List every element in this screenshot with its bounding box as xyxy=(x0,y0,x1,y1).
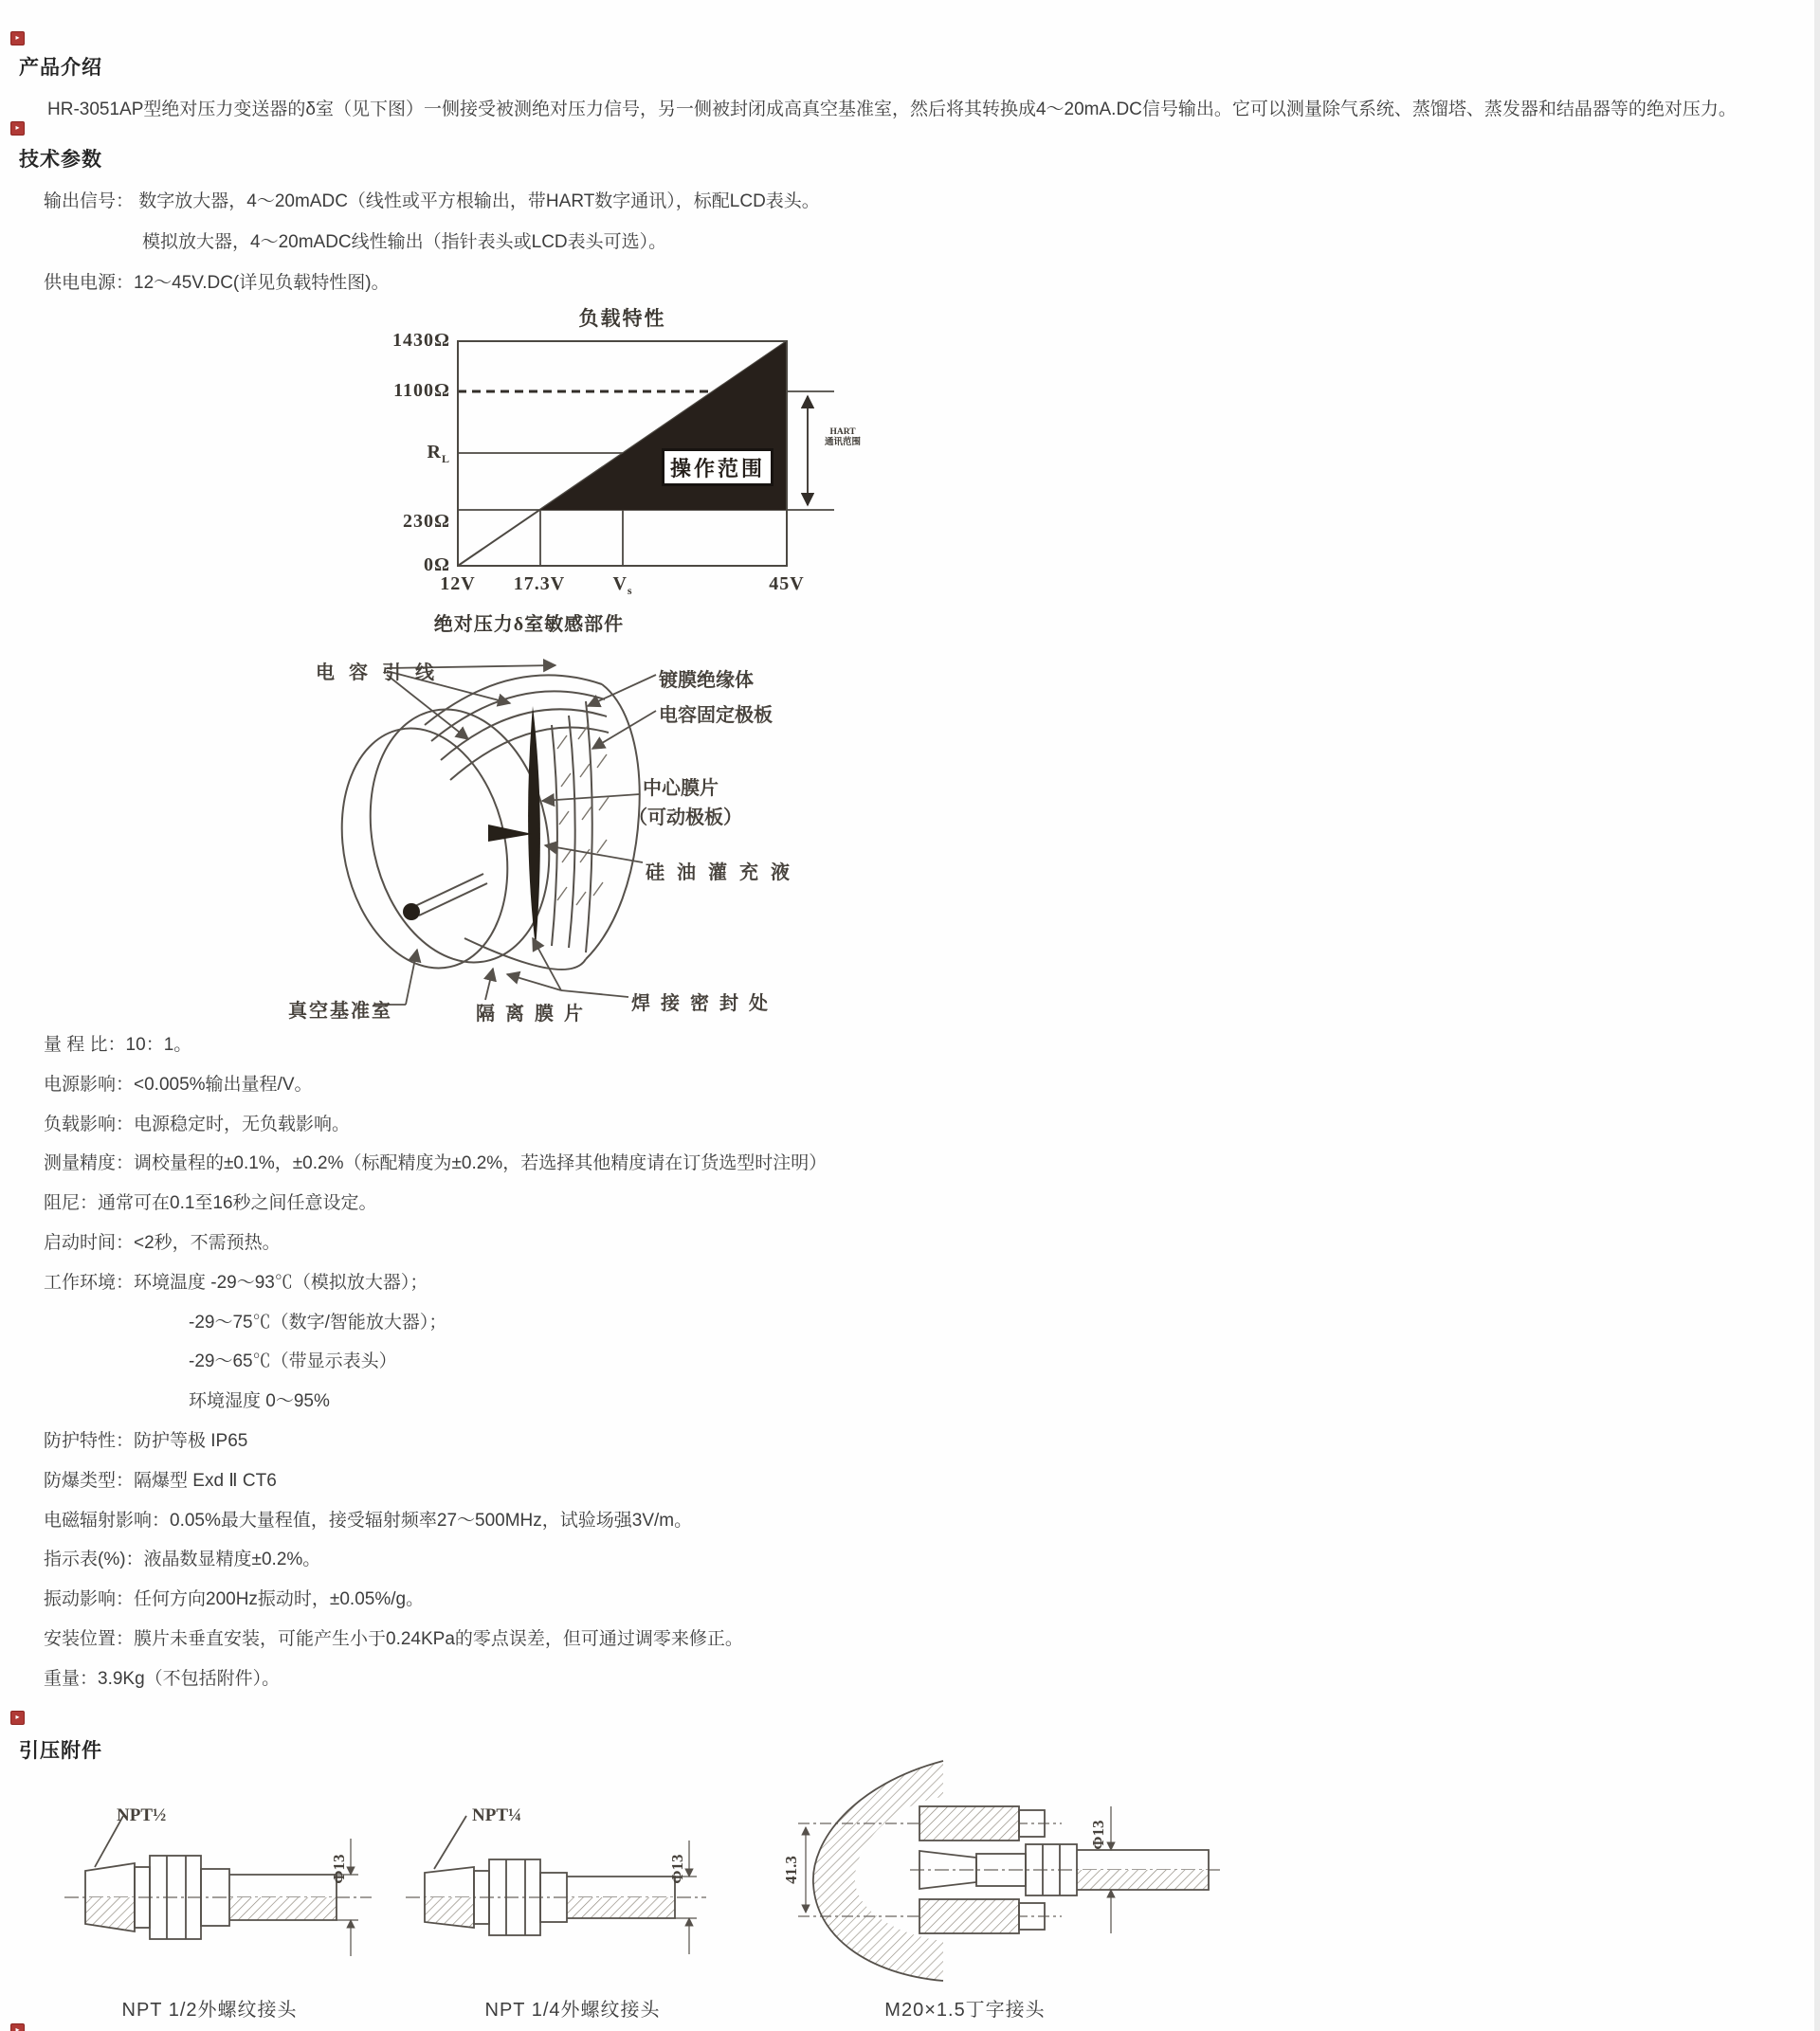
x-tick-45v: 45V xyxy=(769,573,805,594)
label-isolation-diaphragm: 隔 离 膜 片 xyxy=(476,1004,586,1025)
spec-line: 指示表(%)：液晶数显精度±0.2%。 xyxy=(44,1550,321,1570)
section-marker-icon: ▸ xyxy=(10,2023,25,2031)
spec-line: 振动影响：任何方向200Hz振动时，±0.05%/g。 xyxy=(44,1589,425,1610)
section-hatch xyxy=(567,1897,675,1918)
bottom-edge xyxy=(464,938,586,970)
output-signal-line2: 模拟放大器，4～20mADC线性输出（指针表头或LCD表头可选）。 xyxy=(142,232,667,252)
label-lead-wire: 电 容 引 线 xyxy=(316,662,439,683)
label-weld-seal: 焊 接 密 封 处 xyxy=(631,993,771,1014)
fitting-npt14-drawing xyxy=(398,1782,720,1986)
y-tick-230: 230Ω xyxy=(402,511,450,532)
flange-hatch xyxy=(813,1761,943,1981)
section-marker-icon: ▸ xyxy=(10,31,25,45)
y-tick-1100: 1100Ω xyxy=(393,380,450,401)
hart-range-label xyxy=(813,427,872,448)
spec-line: 防爆类型：隔爆型 Exd Ⅱ CT6 xyxy=(44,1470,277,1491)
dia-dim-text: Φ13 xyxy=(330,1854,348,1884)
label-coated-insulator: 镀膜绝缘体 xyxy=(659,670,754,691)
dia-dim-text: Φ13 xyxy=(668,1854,686,1884)
leader-silicone-oil xyxy=(545,845,643,862)
intro-heading: 产品介绍 xyxy=(19,57,102,79)
load-characteristic-chart xyxy=(360,301,891,597)
spec-line: 重量：3.9Kg（不包括附件）。 xyxy=(44,1668,281,1689)
hatch-ticks xyxy=(557,726,609,905)
section-hatch xyxy=(919,1899,1019,1933)
thread-size-label: NPT¼ xyxy=(472,1805,522,1825)
fitting-npt14-caption: NPT 1/4外螺纹接头 xyxy=(484,2000,661,2021)
thread-leader xyxy=(434,1816,466,1869)
section-hatch xyxy=(85,1897,135,1931)
hart-range-label-line1: HART xyxy=(829,427,856,437)
spec-line: 启动时间：<2秒，不需预热。 xyxy=(44,1232,281,1253)
x-tick-vs: $V_s$ xyxy=(612,573,633,597)
spec-line: 防护特性：防护等极 IP65 xyxy=(44,1430,248,1451)
leader-weld-stem xyxy=(561,990,628,997)
fitting-npt12-drawing xyxy=(57,1782,379,1986)
section-marker-icon: ▸ xyxy=(10,1711,25,1725)
power-supply-line: 供电电源：12～45V.DC(详见负载特性图)。 xyxy=(44,273,390,293)
plate-line-2 xyxy=(552,725,557,946)
chart-title: 负载特性 xyxy=(578,307,666,330)
sensor-diagram-caption: 绝对压力δ室敏感部件 xyxy=(433,614,625,635)
section-hatch xyxy=(1077,1870,1209,1890)
label-center-diaphragm: 中心膜片 xyxy=(643,778,719,799)
accessories-heading: 引压附件 xyxy=(19,1740,102,1762)
page-edge-strip xyxy=(1814,0,1820,2031)
leader-fixed-plate xyxy=(592,711,656,749)
fitting-outline xyxy=(85,1816,358,1956)
spec-line: 工作环境：环境温度 -29～93℃（模拟放大器）； xyxy=(44,1272,428,1293)
operating-region-label: 操作范围 xyxy=(662,448,774,486)
fitting-m20-drawing xyxy=(777,1751,1242,1990)
spec-line: 量 程 比：10：1。 xyxy=(44,1035,192,1055)
plate-line-1 xyxy=(569,716,575,948)
label-fixed-plate: 电容固定极板 xyxy=(659,705,773,726)
label-center-diaphragm-sub: （可动极板） xyxy=(628,807,742,828)
y-tick-rl: $R_L$ xyxy=(427,442,450,465)
height-dim-text: 41.3 xyxy=(782,1856,800,1884)
fitting-m20-caption: M20×1.5丁字接头 xyxy=(884,2000,1046,2021)
spec-line: 负载影响：电源稳定时，无负载影响。 xyxy=(44,1114,351,1134)
spec-list xyxy=(44,1025,827,1699)
y-tick-0: 0Ω xyxy=(423,554,450,575)
fitting-outline xyxy=(425,1816,697,1954)
leader-vacuum xyxy=(406,950,417,1005)
spec-line: 电磁辐射影响：0.05%最大量程值，接受辐射频率27～500MHz，试验场强3V/m。 xyxy=(44,1510,693,1531)
leader-coated-insulator xyxy=(588,675,656,706)
plate-line-3 xyxy=(586,701,592,952)
y-tick-1430: 1430Ω xyxy=(391,330,450,351)
spec-line: -29～75℃（数字/智能放大器）； xyxy=(189,1312,447,1333)
x-tick-12v: 12V xyxy=(440,573,476,594)
section-hatch xyxy=(229,1897,337,1920)
spec-line: 环境湿度 0～95% xyxy=(189,1391,330,1412)
spec-line: -29～65℃（带显示表头） xyxy=(189,1351,397,1372)
fitting-npt12-caption: NPT 1/2外螺纹接头 xyxy=(121,2000,298,2021)
dia-dim-text: Φ13 xyxy=(1089,1820,1107,1850)
spec-line: 阻尼：通常可在0.1至16秒之间任意设定。 xyxy=(44,1193,377,1214)
spec-line: 安装位置：膜片未垂直安装，可能产生小于0.24KPa的零点误差，但可通过调零来修正。 xyxy=(44,1628,743,1649)
spec-line: 测量精度：调校量程的±0.1%，±0.2%（标配精度为±0.2%，若选择其他精度请在订货选型时注明） xyxy=(44,1153,828,1174)
hart-range-label-line2: 通讯范围 xyxy=(824,438,861,447)
intro-paragraph: HR-3051AP型绝对压力变送器的δ室（见下图）一侧接受被测绝对压力信号，另一侧被封闭成高真空基准室，然后将其转换成4～20mA.DC信号输出。它可以测量除气系统、蒸馏塔、蒸发器和结晶器等的绝对压力。 xyxy=(47,100,1737,119)
label-vacuum-chamber: 真空基准室 xyxy=(288,1001,392,1022)
output-signal-line: 输出信号： 数字放大器，4～20mADC（线性或平方根输出，带HART数字通讯），标配LCD表头。 xyxy=(44,191,820,211)
leader-isolation xyxy=(485,969,493,1000)
section-marker-icon: ▸ xyxy=(10,121,25,136)
tech-heading: 技术参数 xyxy=(19,149,102,171)
x-tick-17v: 17.3V xyxy=(513,573,566,594)
spec-line: 电源影响：<0.005%输出量程/V。 xyxy=(44,1074,313,1095)
thread-size-label: NPT½ xyxy=(117,1805,167,1825)
section-hatch xyxy=(919,1806,1019,1841)
lead-wire-tip xyxy=(403,903,420,920)
oil-channel-arm xyxy=(488,825,533,842)
label-silicone-oil: 硅 油 灌 充 液 xyxy=(646,862,793,883)
